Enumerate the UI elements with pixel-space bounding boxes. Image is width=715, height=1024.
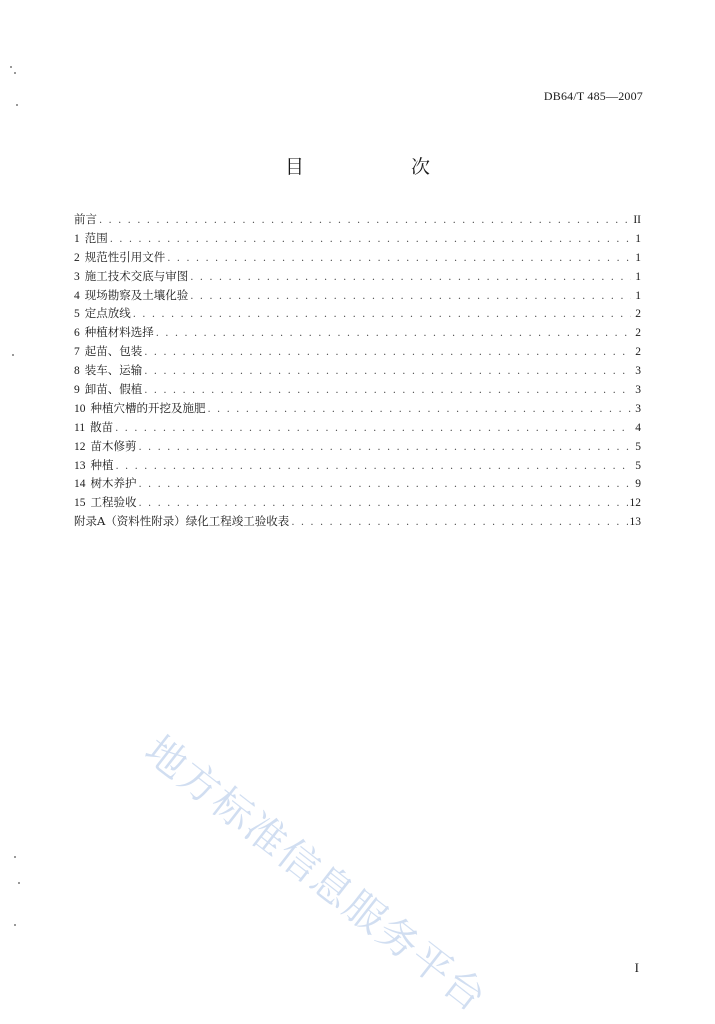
toc-entry[interactable]	[74, 210, 641, 229]
toc-entry-page: II	[633, 214, 641, 226]
scan-speck	[14, 856, 16, 858]
toc-entry-title: 卸苗、假植	[84, 382, 143, 397]
toc-entry-label	[74, 342, 142, 362]
toc-entry-number: 14	[74, 478, 86, 491]
toc-entry[interactable]	[74, 229, 641, 248]
toc-dot-leader	[116, 458, 632, 477]
toc-entry-label	[74, 437, 137, 457]
toc-entry[interactable]	[74, 361, 641, 380]
toc-entry-number: 12	[74, 440, 86, 453]
toc-entry-label	[74, 286, 188, 306]
toc-dot-leader	[144, 344, 631, 363]
watermark: 地方标准信息服务平台	[136, 727, 496, 1022]
toc-entry-title: 种植	[90, 457, 114, 472]
toc-entry-number: 13	[74, 459, 86, 472]
toc-entry[interactable]	[74, 286, 641, 305]
toc-entry-page: 9	[635, 478, 641, 491]
toc-entry-label	[74, 493, 137, 513]
toc-entry-page: 1	[635, 232, 641, 245]
toc-entry-label	[74, 512, 289, 531]
toc-entry-label	[74, 229, 108, 249]
toc-entry-number: 10	[74, 402, 86, 415]
toc-entry-page: 4	[635, 421, 641, 434]
toc-entry-label	[74, 380, 142, 400]
toc-entry-number: 1	[74, 232, 80, 245]
toc-entry-page: 1	[635, 251, 641, 264]
toc-entry[interactable]	[74, 323, 641, 342]
toc-entry-title: 种植材料选择	[84, 325, 154, 340]
toc-dot-leader	[291, 514, 627, 533]
toc-dot-leader	[156, 325, 631, 344]
toc-entry[interactable]	[74, 399, 641, 418]
scan-speck	[12, 354, 14, 356]
toc-entry[interactable]	[74, 380, 641, 399]
toc-entry-number: 2	[74, 251, 80, 264]
toc-entry-number: 3	[74, 270, 80, 283]
toc-entry-page: 12	[629, 497, 641, 510]
toc-entry-page: 13	[629, 516, 641, 529]
toc-entry-label	[74, 210, 97, 229]
toc-dot-leader	[99, 212, 631, 231]
toc-entry-title: 树木养护	[90, 476, 137, 491]
toc-entry-page: 5	[635, 440, 641, 453]
toc-entry[interactable]	[74, 418, 641, 437]
toc-entry-title: 规范性引用文件	[84, 249, 166, 264]
toc-entry[interactable]	[74, 304, 641, 323]
toc-entry-number: 11	[74, 421, 86, 434]
toc-entry-title: 散苗	[90, 419, 114, 434]
toc-entry-label	[74, 474, 137, 494]
toc-entry-number: 9	[74, 384, 80, 397]
toc-entry-page: 5	[635, 459, 641, 472]
scan-speck	[18, 882, 20, 884]
scan-speck	[10, 66, 12, 68]
toc-dot-leader	[167, 250, 631, 269]
toc-entry-label	[74, 267, 188, 287]
toc-entry-label	[74, 361, 142, 381]
toc-entry[interactable]	[74, 342, 641, 361]
toc-dot-leader	[115, 420, 631, 439]
toc-entry-label	[74, 323, 154, 343]
scan-speck	[16, 104, 18, 106]
toc-dot-leader	[144, 382, 631, 401]
toc-entry-number: 7	[74, 346, 80, 359]
toc-entry-label	[74, 399, 206, 419]
toc-entry-page: 2	[635, 308, 641, 321]
scan-speck	[14, 72, 16, 74]
toc-entry-number: 4	[74, 289, 80, 302]
toc-dot-leader	[208, 401, 632, 420]
table-of-contents	[74, 210, 641, 531]
scan-speck	[14, 924, 16, 926]
toc-dot-leader	[139, 439, 632, 458]
toc-entry-title: 范围	[84, 230, 108, 245]
toc-entry-label	[74, 456, 114, 476]
toc-entry[interactable]	[74, 267, 641, 286]
toc-entry[interactable]	[74, 512, 641, 531]
toc-entry-label	[74, 418, 113, 438]
toc-dot-leader	[144, 363, 631, 382]
toc-entry-title: 装车、运输	[84, 363, 143, 378]
toc-entry-page: 1	[635, 289, 641, 302]
toc-entry-number: 15	[74, 497, 86, 510]
toc-entry-number: 6	[74, 327, 80, 340]
toc-entry-label	[74, 248, 165, 268]
toc-entry-title: 附录A（资料性附录）绿化工程竣工验收表	[74, 514, 290, 529]
page-title: 目 次	[284, 156, 474, 178]
toc-entry-page: 3	[635, 365, 641, 378]
toc-entry-page: 3	[635, 402, 641, 415]
toc-entry-title: 起苗、包装	[84, 344, 143, 359]
toc-dot-leader	[110, 231, 631, 250]
toc-entry-page: 1	[635, 270, 641, 283]
toc-entry[interactable]	[74, 493, 641, 512]
toc-entry-page: 3	[635, 384, 641, 397]
page-number: I	[634, 960, 639, 975]
toc-dot-leader	[190, 288, 631, 307]
toc-entry-number: 5	[74, 308, 80, 321]
toc-dot-leader	[133, 306, 631, 325]
toc-entry-title: 施工技术交底与审图	[84, 268, 189, 283]
toc-dot-leader	[190, 269, 631, 288]
toc-entry-title: 定点放线	[84, 306, 131, 321]
standard-code: DB64/T 485—2007	[543, 89, 643, 103]
toc-entry[interactable]	[74, 437, 641, 456]
toc-entry-page: 2	[635, 327, 641, 340]
toc-entry-page: 2	[635, 346, 641, 359]
toc-entry-title: 苗木修剪	[90, 438, 137, 453]
toc-entry-number: 8	[74, 365, 80, 378]
toc-entry-title: 现场勘察及土壤化验	[84, 287, 189, 302]
toc-entry-title: 种植穴槽的开挖及施肥	[90, 400, 206, 415]
toc-entry-label	[74, 304, 131, 324]
toc-dot-leader	[139, 476, 632, 495]
toc-entry-title: 前言	[74, 212, 97, 226]
toc-entry[interactable]	[74, 248, 641, 267]
toc-entry[interactable]	[74, 474, 641, 493]
toc-entry-title: 工程验收	[90, 495, 137, 510]
toc-entry[interactable]	[74, 456, 641, 475]
